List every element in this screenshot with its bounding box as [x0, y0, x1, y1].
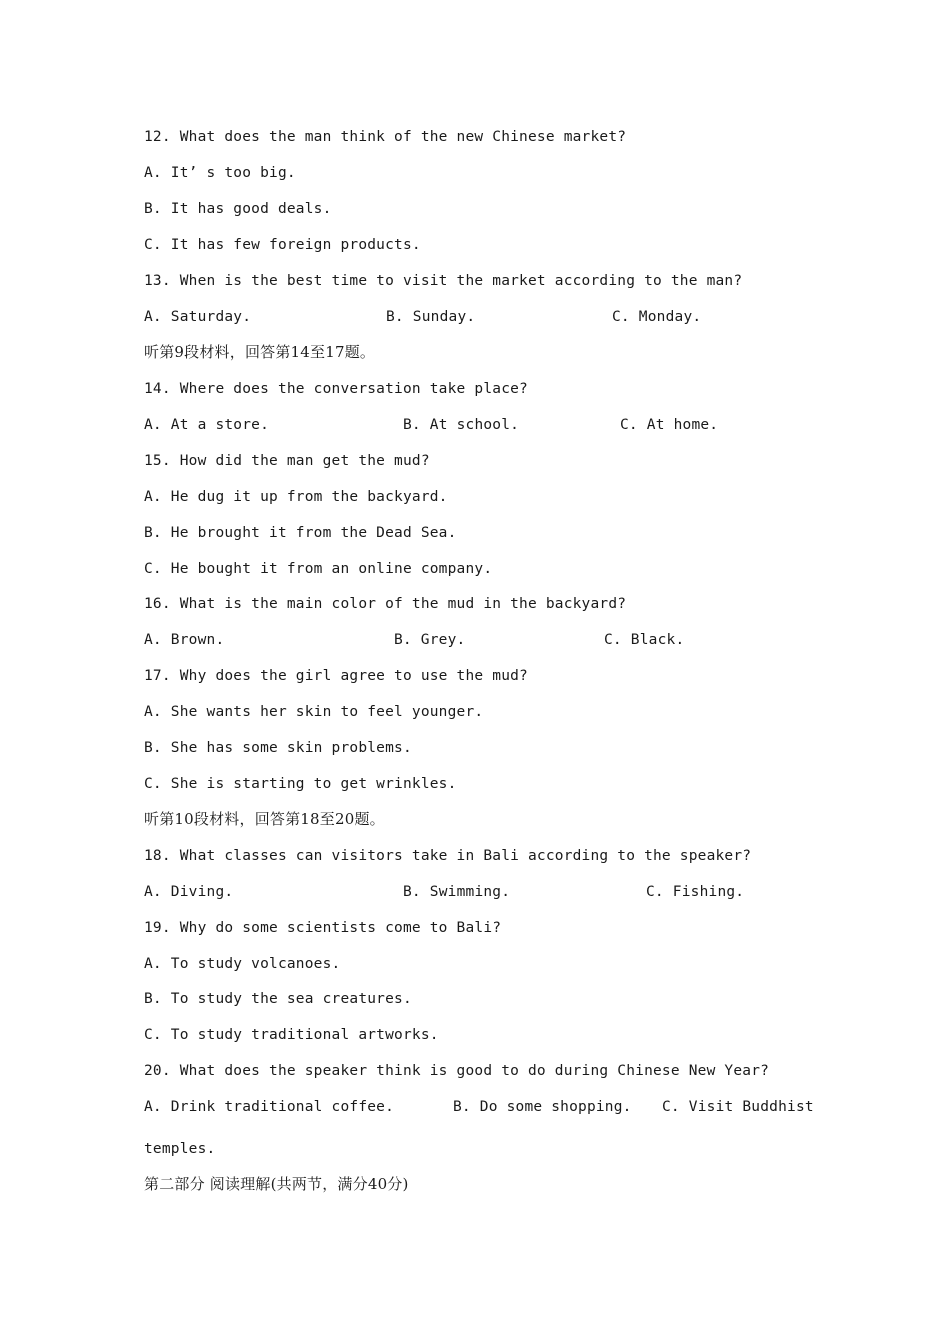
question-20-option-c-continued: temples.	[144, 1141, 216, 1157]
section-10-instruction: 听第10段材料，回答第18至20题。	[144, 810, 385, 828]
question-15-option-b: B. He brought it from the Dead Sea.	[144, 525, 457, 541]
question-17-option-b: B. She has some skin problems.	[144, 740, 412, 756]
question-12-stem: 12. What does the man think of the new Chinese market?	[144, 129, 627, 145]
question-18-option-a: A. Diving.	[144, 884, 234, 900]
question-20-option-a: A. Drink traditional coffee.	[144, 1099, 395, 1115]
question-13-option-c: C. Monday.	[612, 309, 702, 325]
question-18-stem: 18. What classes can visitors take in Bali according to the speaker?	[144, 848, 752, 864]
question-17-option-a: A. She wants her skin to feel younger.	[144, 704, 484, 720]
question-20-option-b: B. Do some shopping.	[453, 1099, 632, 1115]
question-15-option-a: A. He dug it up from the backyard.	[144, 489, 448, 505]
question-16-option-c: C. Black.	[604, 632, 685, 648]
question-19-option-c: C. To study traditional artworks.	[144, 1027, 439, 1043]
question-19-option-b: B. To study the sea creatures.	[144, 991, 412, 1007]
question-16-option-b: B. Grey.	[394, 632, 466, 648]
question-13-option-b: B. Sunday.	[386, 309, 476, 325]
question-16-option-a: A. Brown.	[144, 632, 225, 648]
question-18-option-b: B. Swimming.	[403, 884, 511, 900]
question-20-stem: 20. What does the speaker think is good to do during Chinese New Year?	[144, 1063, 770, 1079]
question-20-option-c: C. Visit Buddhist	[662, 1099, 814, 1115]
question-18-option-c: C. Fishing.	[646, 884, 745, 900]
question-12-option-b: B. It has good deals.	[144, 201, 332, 217]
question-14-option-a: A. At a store.	[144, 417, 270, 433]
question-12-option-c: C. It has few foreign products.	[144, 237, 421, 253]
question-19-option-a: A. To study volcanoes.	[144, 956, 341, 972]
question-15-option-c: C. He bought it from an online company.	[144, 561, 493, 577]
part-2-heading: 第二部分 阅读理解(共两节，满分40分)	[144, 1175, 409, 1193]
question-13-option-a: A. Saturday.	[144, 309, 252, 325]
question-14-option-c: C. At home.	[620, 417, 719, 433]
question-14-stem: 14. Where does the conversation take place?	[144, 381, 528, 397]
question-16-stem: 16. What is the main color of the mud in the backyard?	[144, 596, 627, 612]
question-15-stem: 15. How did the man get the mud?	[144, 453, 430, 469]
section-9-instruction: 听第9段材料，回答第14至17题。	[144, 343, 376, 361]
question-13-stem: 13. When is the best time to visit the market according to the man?	[144, 273, 743, 289]
question-19-stem: 19. Why do some scientists come to Bali?	[144, 920, 502, 936]
question-17-option-c: C. She is starting to get wrinkles.	[144, 776, 457, 792]
question-14-option-b: B. At school.	[403, 417, 520, 433]
question-17-stem: 17. Why does the girl agree to use the mud?	[144, 668, 528, 684]
question-12-option-a: A. It’ s too big.	[144, 165, 296, 181]
